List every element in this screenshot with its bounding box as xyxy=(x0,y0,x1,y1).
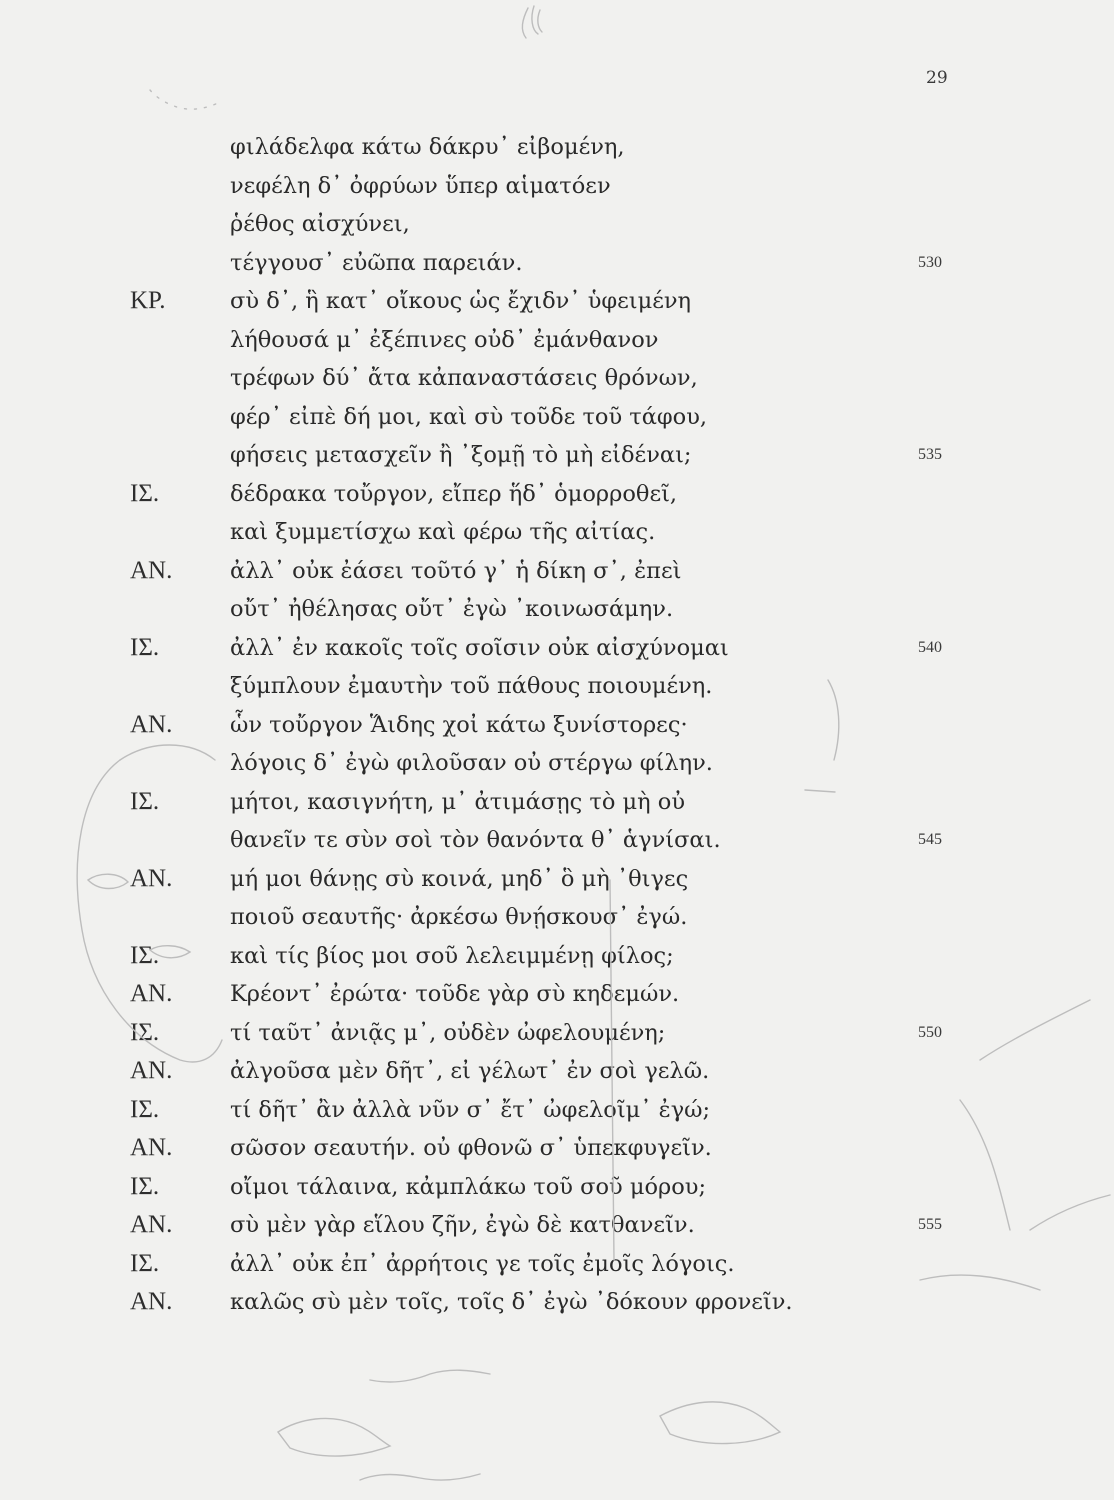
speaker-label: ΙΣ. xyxy=(130,941,160,969)
verse-text: ξύμπλουν ἐμαυτὴν τοῦ πάθους ποιουμένη. xyxy=(230,673,713,699)
speaker-label: ΙΣ. xyxy=(130,1018,160,1046)
verse-line xyxy=(0,321,1114,360)
verse-text: τέγγουσ᾽ εὐῶπα παρειάν. xyxy=(230,249,523,276)
speaker-label: ΙΣ. xyxy=(130,1095,160,1123)
speaker-label: ΑΝ. xyxy=(130,556,173,584)
verse-line xyxy=(0,1245,1114,1284)
verse-text: φιλάδελφα κάτω δάκρυ᾽ εἰβομένη, xyxy=(230,134,625,160)
line-number: 555 xyxy=(918,1216,942,1233)
verse-line xyxy=(0,282,1114,321)
verse-text: ἀλλ᾽ οὐκ ἐπ᾽ ἀρρήτοις γε τοῖς ἐμοῖς λόγοις. xyxy=(230,1250,735,1277)
verse-text: ὧν τοὔργον Ἅιδης χοἰ κάτω ξυνίστορες· xyxy=(230,711,688,738)
line-number: 550 xyxy=(918,1023,942,1041)
speaker-label: ΙΣ. xyxy=(130,479,160,507)
verse-block xyxy=(0,128,1114,1322)
lips-sketch xyxy=(278,1418,390,1456)
verse-line xyxy=(0,744,1114,783)
page-number: 29 xyxy=(926,68,948,88)
verse-line xyxy=(0,205,1114,244)
verse-text: λόγοις δ᾽ ἐγὼ φιλοῦσαν οὐ στέργω φίλην. xyxy=(230,750,713,776)
verse-line xyxy=(0,1129,1114,1168)
verse-text: καλῶς σὺ μὲν τοῖς, τοῖς δ᾽ ἐγὼ ᾽δόκουν φρονεῖν. xyxy=(230,1289,793,1315)
verse-line xyxy=(0,1052,1114,1091)
verse-line xyxy=(0,1014,1114,1053)
speaker-label: ΑΝ. xyxy=(130,1211,173,1238)
verse-text: καὶ τίς βίος μοι σοῦ λελειμμένῃ φίλος; xyxy=(230,942,674,969)
verse-text: μήτοι, κασιγνήτη, μ᾽ ἀτιμάσῃς τὸ μὴ οὐ xyxy=(230,788,686,815)
verse-text: ἀλγοῦσα μὲν δῆτ᾽, εἰ γέλωτ᾽ ἐν σοὶ γελῶ. xyxy=(230,1058,710,1084)
verse-text: λήθουσά μ᾽ ἐξέπινες οὐδ᾽ ἐμάνθανον xyxy=(230,326,659,353)
speaker-label: ΑΝ. xyxy=(130,1057,173,1084)
verse-line xyxy=(0,706,1114,745)
verse-line xyxy=(0,667,1114,706)
verse-line xyxy=(0,937,1114,976)
speaker-label: ΑΝ. xyxy=(130,710,173,738)
verse-text: τί δῆτ᾽ ἂν ἀλλὰ νῦν σ᾽ ἔτ᾽ ὠφελοῖμ᾽ ἐγώ; xyxy=(230,1096,711,1123)
verse-line xyxy=(0,1206,1114,1245)
verse-text: ἀλλ᾽ οὐκ ἐάσει τοῦτό γ᾽ ἡ δίκη σ᾽, ἐπεὶ xyxy=(230,557,682,584)
verse-text: ἀλλ᾽ ἐν κακοῖς τοῖς σοῖσιν οὐκ αἰσχύνομαι xyxy=(230,634,729,661)
verse-text: ῥέθος αἰσχύνει, xyxy=(230,211,410,237)
verse-text: δέδρακα τοὔργον, εἴπερ ἥδ᾽ ὁμορροθεῖ, xyxy=(230,480,678,507)
verse-line xyxy=(0,1091,1114,1130)
verse-line xyxy=(0,436,1114,475)
verse-line xyxy=(0,898,1114,937)
speaker-label: ΙΣ. xyxy=(130,1172,160,1200)
speaker-label: ΑΝ. xyxy=(130,864,173,892)
verse-text: σὺ μὲν γὰρ εἵλου ζῆν, ἐγὼ δὲ κατθανεῖν. xyxy=(230,1212,695,1238)
speaker-label: ΑΝ. xyxy=(130,1134,173,1161)
verse-text: τί ταῦτ᾽ ἀνιᾷς μ᾽, οὐδὲν ὠφελουμένη; xyxy=(230,1019,666,1046)
verse-text: οὔτ᾽ ἠθέλησας οὔτ᾽ ἐγὼ ᾽κοινωσάμην. xyxy=(230,596,674,622)
line-number: 535 xyxy=(918,446,942,463)
verse-line xyxy=(0,1283,1114,1322)
verse-line xyxy=(0,1168,1114,1207)
verse-text: μή μοι θάνῃς σὺ κοινά, μηδ᾽ ὃ μὴ ᾽θιγες xyxy=(230,865,689,892)
verse-text: οἴμοι τάλαινα, κἀμπλάκω τοῦ σοῦ μόρου; xyxy=(230,1173,707,1200)
line-number: 530 xyxy=(918,253,942,271)
verse-text: φήσεις μετασχεῖν ἢ ᾽ξομῇ τὸ μὴ εἰδέναι; xyxy=(230,442,692,468)
verse-text: τρέφων δύ᾽ ἄτα κἀπαναστάσεις θρόνων, xyxy=(230,365,698,391)
speaker-label: ΑΝ. xyxy=(130,1288,173,1315)
verse-text: θανεῖν τε σὺν σοὶ τὸν θανόντα θ᾽ ἁγνίσαι. xyxy=(230,827,721,853)
verse-text: καὶ ξυμμετίσχω καὶ φέρω τῆς αἰτίας. xyxy=(230,519,656,545)
verse-text: νεφέλη δ᾽ ὀφρύων ὕπερ αἱματόεν xyxy=(230,172,611,199)
speaker-label: ΙΣ. xyxy=(130,633,160,661)
verse-line xyxy=(0,860,1114,899)
verse-text: φέρ᾽ εἰπὲ δή μοι, καὶ σὺ τοῦδε τοῦ τάφου, xyxy=(230,403,708,430)
speaker-label: ΙΣ. xyxy=(130,1249,160,1277)
verse-line xyxy=(0,359,1114,398)
verse-line xyxy=(0,783,1114,822)
speaker-label: ΚΡ. xyxy=(130,287,166,314)
verse-text: σὺ δ᾽, ἣ κατ᾽ οἴκους ὡς ἔχιδν᾽ ὑφειμένη xyxy=(230,288,692,314)
verse-line xyxy=(0,167,1114,206)
verse-line xyxy=(0,128,1114,167)
verse-line xyxy=(0,821,1114,860)
verse-line xyxy=(0,475,1114,514)
verse-line xyxy=(0,590,1114,629)
speaker-label: ΙΣ. xyxy=(130,787,160,815)
line-number: 540 xyxy=(918,638,942,656)
verse-text: σῶσον σεαυτήν. οὐ φθονῶ σ᾽ ὑπεκφυγεῖν. xyxy=(230,1135,712,1161)
verse-line xyxy=(0,398,1114,437)
verse-line xyxy=(0,244,1114,283)
verse-line xyxy=(0,552,1114,591)
verse-text: Κρέοντ᾽ ἐρώτα· τοῦδε γὰρ σὺ κηδεμών. xyxy=(230,981,680,1007)
verse-line xyxy=(0,629,1114,668)
speaker-label: ΑΝ. xyxy=(130,980,173,1007)
verse-line xyxy=(0,513,1114,552)
verse-line xyxy=(0,975,1114,1014)
line-number: 545 xyxy=(918,831,942,848)
verse-text: ποιοῦ σεαυτῆς· ἀρκέσω θνῄσκουσ᾽ ἐγώ. xyxy=(230,904,688,930)
